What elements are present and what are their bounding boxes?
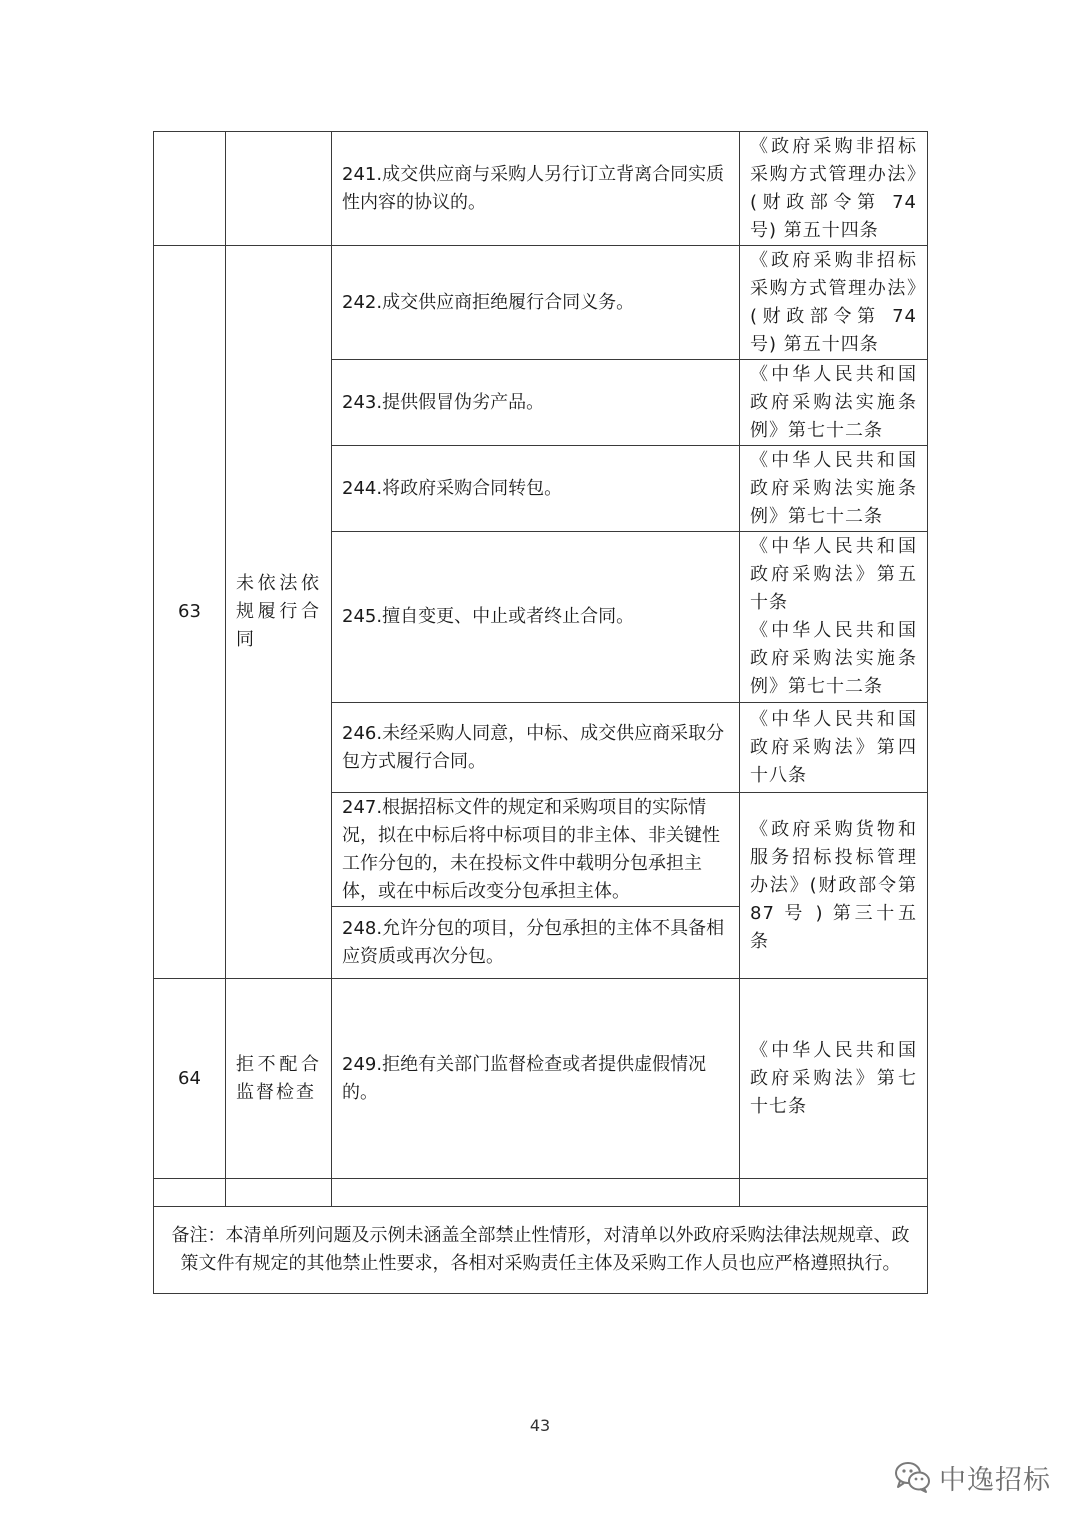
item-cell — [332, 132, 740, 246]
basis-text: 《中华人民共和国政府采购法》第五十条 — [750, 536, 917, 613]
basis-text: 《政府采购货物和服务招标投标管理办法》(财政部令第 87 号 ) 第三十五条 — [750, 818, 917, 952]
number-cell — [154, 132, 226, 246]
row-number: 64 — [178, 1067, 201, 1089]
table-row — [154, 979, 928, 1179]
item-cell — [332, 446, 740, 532]
item-text: 247.根据招标文件的规定和采购项目的实际情况，拟在中标后将中标项目的非主体、非关键性工作分包的，未在投标文件中载明分包承担主体，或在中标后改变分包承担主体。 — [342, 796, 720, 902]
item-text: 245.擅自变更、中止或者终止合同。 — [342, 606, 635, 627]
category-text: 未依法依规履行合同 — [236, 573, 321, 650]
item-cell — [332, 360, 740, 446]
page-number: 43 — [529, 1416, 551, 1435]
basis-cell — [740, 246, 928, 360]
item-cell — [332, 793, 740, 907]
wechat-icon — [893, 1460, 931, 1494]
category-cell — [226, 132, 332, 246]
table-row-empty — [154, 1179, 928, 1207]
item-text: 246.未经采购人同意，中标、成交供应商采取分包方式履行合同。 — [342, 722, 725, 772]
basis-text: 《中华人民共和国政府采购法实施条例》第七十二条 — [750, 363, 917, 441]
item-text: 241.成交供应商与采购人另行订立背离合同实质性内容的协议的。 — [342, 163, 725, 213]
empty-cell — [226, 1179, 332, 1207]
item-text: 242.成交供应商拒绝履行合同义务。 — [342, 291, 635, 313]
item-text: 248.允许分包的项目，分包承担的主体不具备相应资质或再次分包。 — [342, 917, 725, 967]
basis-text: 《中华人民共和国政府采购法实施条例》第七十二条 — [750, 449, 917, 527]
empty-cell — [332, 1179, 740, 1207]
basis-text: 《中华人民共和国政府采购法实施条例》第七十二条 — [750, 620, 917, 697]
number-cell — [154, 979, 226, 1179]
table-note-row — [154, 1207, 928, 1294]
note-text: 备注：本清单所列问题及示例未涵盖全部禁止性情形，对清单以外政府采购法律法规规章、政策文件有规定的其他禁止性要求，各相对采购责任主体及采购工作人员也应严格遵照执行。 — [171, 1225, 910, 1274]
empty-cell — [154, 1179, 226, 1207]
watermark-text: 中逸招标 — [939, 1464, 1051, 1496]
item-cell — [332, 532, 740, 703]
basis-cell — [740, 979, 928, 1179]
basis-cell — [740, 360, 928, 446]
basis-text: 《政府采购非招标采购方式管理办法》(财政部令第 74 号) 第五十四条 — [750, 135, 917, 241]
item-cell — [332, 703, 740, 793]
item-text: 244.将政府采购合同转包。 — [342, 477, 563, 499]
table-row — [154, 246, 928, 360]
number-cell — [154, 246, 226, 979]
category-text: 拒不配合监督检查 — [236, 1053, 321, 1103]
category-cell — [226, 979, 332, 1179]
category-cell — [226, 246, 332, 979]
empty-cell — [740, 1179, 928, 1207]
item-cell — [332, 246, 740, 360]
note-cell — [154, 1207, 928, 1294]
basis-text: 《中华人民共和国政府采购法》第七十七条 — [750, 1039, 917, 1117]
regulation-table — [153, 131, 928, 1294]
basis-cell — [740, 446, 928, 532]
basis-cell — [740, 793, 928, 979]
item-cell — [332, 907, 740, 979]
table-row — [154, 132, 928, 246]
basis-cell — [740, 532, 928, 703]
basis-text: 《中华人民共和国政府采购法》第四十八条 — [750, 708, 917, 786]
basis-cell — [740, 703, 928, 793]
item-text: 249.拒绝有关部门监督检查或者提供虚假情况的。 — [342, 1053, 707, 1103]
item-text: 243.提供假冒伪劣产品。 — [342, 391, 545, 413]
watermark — [893, 1455, 1051, 1499]
basis-cell — [740, 132, 928, 246]
basis-text: 《政府采购非招标采购方式管理办法》(财政部令第 74 号) 第五十四条 — [750, 249, 917, 355]
row-number: 63 — [178, 601, 201, 622]
item-cell — [332, 979, 740, 1179]
